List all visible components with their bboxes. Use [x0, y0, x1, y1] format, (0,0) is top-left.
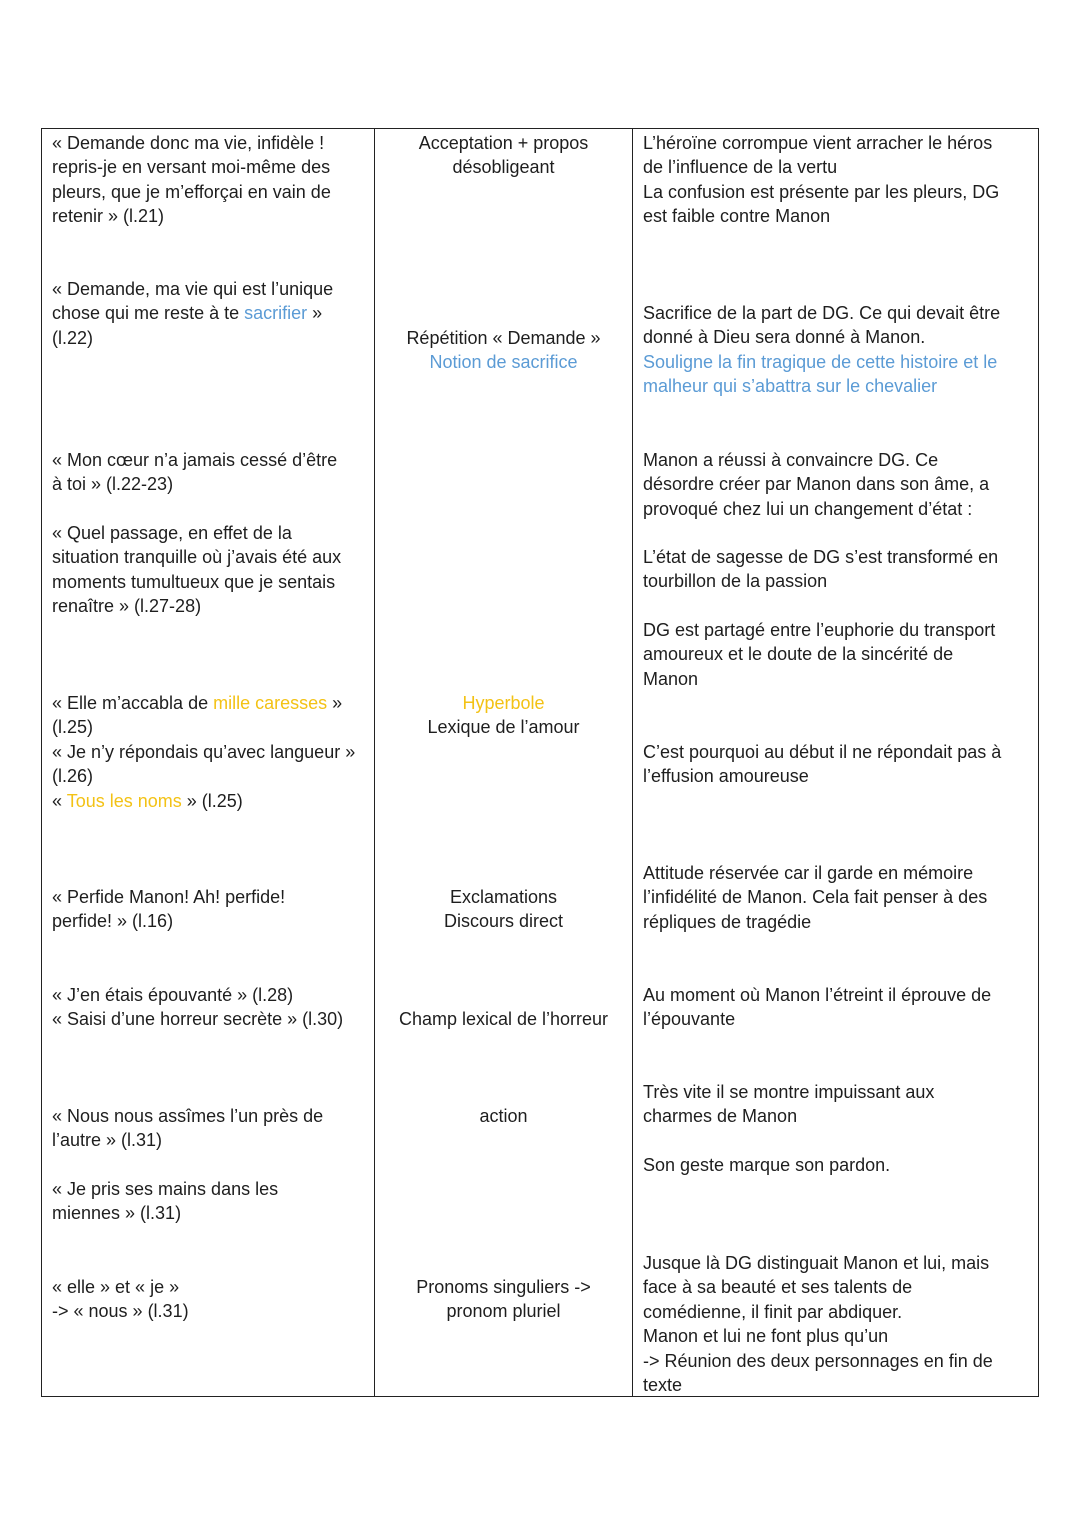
analysis-cell-row3b: L’état de sagesse de DG s’est transformé en tourbillon de la passion: [643, 547, 999, 592]
quote-cell-row1: « Demande donc ma vie, infidèle ! repris-je en versant moi-même des pleurs, que je m’efforçai en vain de retenir » (l.21): [52, 133, 331, 227]
quote-cell-row8: « elle » et « je » -> « nous » (l.31): [52, 1277, 189, 1322]
process-cell-row2: Répétition « Demande » Notion de sacrifice: [406, 328, 601, 373]
analysis-cell-row4: C’est pourquoi au début il ne répondait pas à l’effusion amoureuse: [643, 742, 1002, 787]
process-cell-row4: Hyperbole Lexique de l’amour: [427, 693, 580, 738]
analysis-cell-row1: L’héroïne corrompue vient arracher le héros de l’influence de la vertu La confusion est présente par les pleurs, DG est faible contre Manon: [643, 133, 1000, 227]
analysis-cell-row5: Attitude réservée car il garde en mémoire l’infidélité de Manon. Cela fait penser à des répliques de tragédie: [643, 863, 988, 932]
analysis-cell-row2: Sacrifice de la part de DG. Ce qui devait être donné à Dieu sera donné à Manon. Souligne la fin tragique de cette histoire et le malheur qui s’abattra sur le chevalier: [643, 303, 1001, 397]
quote-cell-row4: « Elle m’accabla de mille caresses » (l.25) « Je n’y répondais qu’avec langueur » (l.26) « Tous les noms » (l.25): [52, 693, 356, 811]
process-cell-row5: Exclamations Discours direct: [443, 887, 564, 932]
analysis-cell-row7b: Son geste marque son pardon.: [643, 1155, 891, 1175]
analysis-cell-row6: Au moment où Manon l’étreint il éprouve de l’épouvante: [643, 985, 992, 1030]
quote-cell-row7b: « Je pris ses mains dans les miennes » (l.31): [52, 1179, 279, 1224]
highlight-tous-les-noms: Tous les noms: [66, 790, 182, 811]
analysis-cell-row3a: Manon a réussi à convaincre DG. Ce désordre créer par Manon dans son âme, a provoqué chez lui un changement d’état :: [643, 450, 990, 519]
highlight-sacrifier: sacrifier: [244, 303, 308, 324]
column-divider-2: [632, 129, 633, 1396]
analysis-cell-row3c: DG est partagé entre l’euphorie du transport amoureux et le doute de la sincérité de Manon: [643, 620, 996, 689]
highlight-mille-caresses: mille caresses: [213, 693, 328, 713]
quote-cell-row3a: « Mon cœur n’a jamais cessé d’être à toi » (l.22-23): [52, 450, 338, 495]
process-cell-row8: Pronoms singuliers -> pronom pluriel: [416, 1277, 591, 1322]
quote-cell-row3b: « Quel passage, en effet de la situation tranquille où j’avais été aux moments tumultueux que je sentais renaître » (l.27-28): [52, 523, 342, 617]
column-divider-1: [374, 129, 375, 1396]
analysis-cell-row7a: Très vite il se montre impuissant aux charmes de Manon: [643, 1082, 935, 1127]
quote-cell-row6: « J’en étais épouvanté » (l.28) « Saisi d’une horreur secrète » (l.30): [52, 985, 344, 1030]
process-cell-row6: Champ lexical de l’horreur: [398, 1009, 609, 1029]
analysis-table: [41, 128, 1039, 1397]
quote-cell-row5: « Perfide Manon! Ah! perfide! perfide! » (l.16): [52, 887, 286, 932]
analysis-cell-row8: Jusque là DG distinguait Manon et lui, mais face à sa beauté et ses talents de comédienne, il finit par abdiquer. Manon et lui ne font plus qu’un -> Réunion des deux personnages en fin de texte: [643, 1253, 993, 1396]
quote-cell-row7a: « Nous nous assîmes l’un près de l’autre » (l.31): [52, 1106, 324, 1151]
process-cell-row1: Acceptation + propos désobligeant: [418, 133, 589, 178]
quote-cell-row2: « Demande, ma vie qui est l’unique chose qui me reste à te sacrifier » (l.22): [52, 279, 334, 348]
process-cell-row7: action: [479, 1106, 528, 1126]
